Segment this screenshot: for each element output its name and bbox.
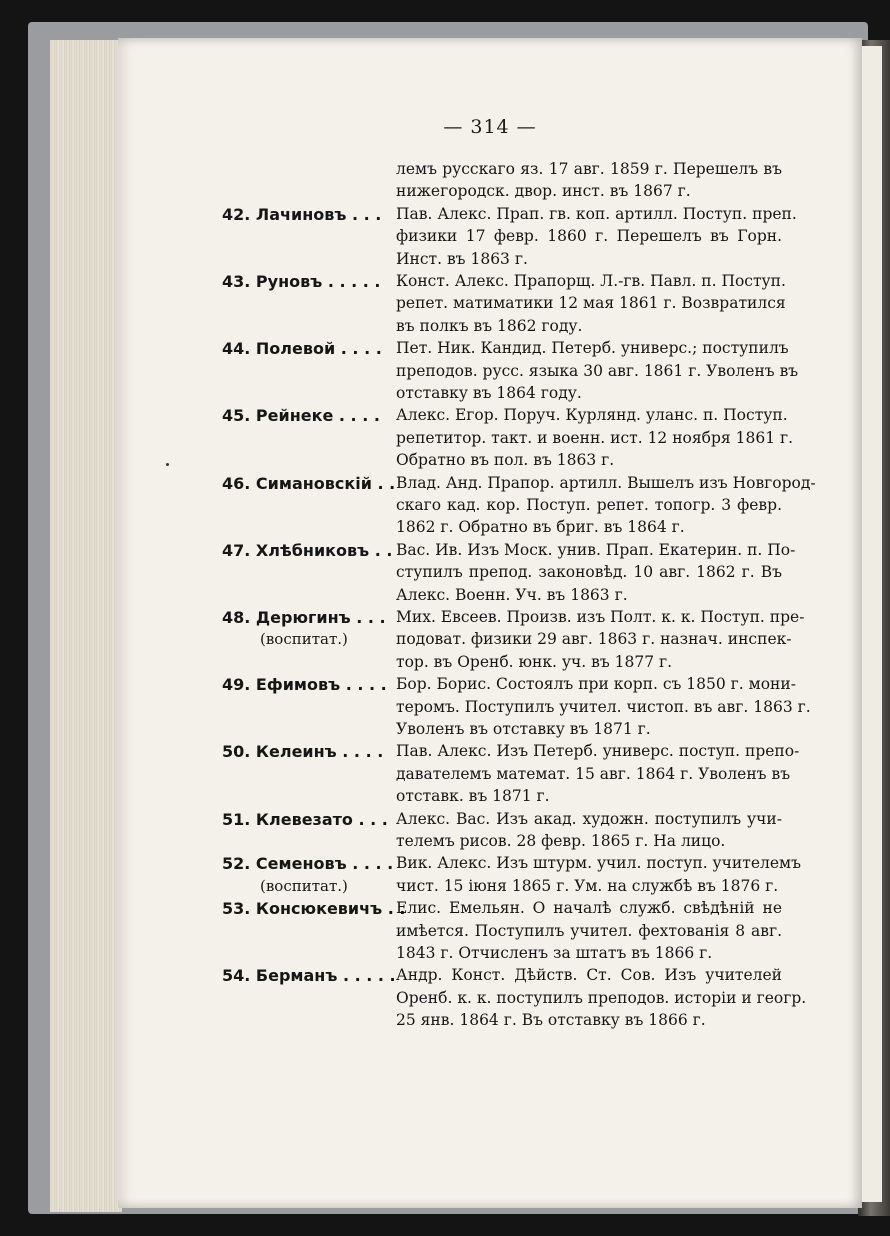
page-number: — 314 — xyxy=(443,116,537,138)
entry-text-line: нижегородск. двор. инст. въ 1867 г. xyxy=(396,182,691,201)
entry-text-line: 1862 г. Обратно въ бриг. въ 1864 г. xyxy=(396,518,685,537)
entry-text-line: лемъ русскаго яз. 17 авг. 1859 г. Перешелъ въ xyxy=(396,160,782,178)
entry-text-line: Уволенъ въ отставку въ 1871 г. xyxy=(396,720,651,738)
entry-name: 51. Клевезато . . . xyxy=(222,809,388,829)
entry-text-line: репет. матиматики 12 мая 1861 г. Возвратился xyxy=(396,294,786,313)
entry-text-line: Алекс. Военн. Уч. въ 1863 г. xyxy=(396,585,628,604)
entry-text-line: въ полкъ въ 1862 году. xyxy=(396,316,583,335)
entry-text-line: отставк. въ 1871 г. xyxy=(396,787,550,806)
entry-text-line: Оренб. к. к. поступилъ преподов. исторіи и геогр. xyxy=(396,988,807,1007)
entry-name: 45. Рейнеке . . . . xyxy=(222,406,380,426)
entry-role: (воспитат.) xyxy=(260,630,348,649)
entry-text-line: Пав. Алекс. Изъ Петерб. универс. поступ. препо- xyxy=(396,742,800,761)
entry-role: (воспитат.) xyxy=(260,876,348,895)
entry-name: 46. Симановскій . . xyxy=(222,473,396,493)
entry-text-line: ступилъ препод. законовѣд. 10 авг. 1862 г. Въ xyxy=(396,563,782,582)
entry-text-line: физики 17 февр. 1860 г. Перешелъ въ Горн. xyxy=(396,227,782,246)
entry-text-line: 1843 г. Отчисленъ за штатъ въ 1866 г. xyxy=(396,944,713,962)
entry-name: 43. Руновъ . . . . . xyxy=(222,272,381,291)
entry-name: 47. Хлѣбниковъ . . xyxy=(222,540,393,560)
entry-text-line: Пет. Ник. Кандид. Петерб. универс.; поступилъ xyxy=(396,339,789,358)
entry-text-line: 25 янв. 1864 г. Въ отставку въ 1866 г. xyxy=(396,1011,706,1030)
entry-text-line: преподов. русс. языка 30 авг. 1861 г. Уволенъ въ xyxy=(396,361,799,380)
entry-name: 42. Лачиновъ . . . xyxy=(222,204,382,224)
book-page xyxy=(118,38,862,1208)
entry-text-line: отставку въ 1864 году. xyxy=(396,384,582,402)
entry-name: 53. Консюкевичъ . . xyxy=(222,899,406,919)
entry-text-line: давателемъ математ. 15 авг. 1864 г. Уволенъ въ xyxy=(396,764,791,783)
entry-text-line: репетитор. такт. и военн. ист. 12 ноября 1861 г. xyxy=(396,428,794,447)
entry-text-line: скаго кад. кор. Поступ. репет. топогр. 3 февр. xyxy=(396,496,782,514)
entry-text-line: Алекс. Егор. Поруч. Курлянд. уланс. п. Поступ. xyxy=(396,406,788,425)
entry-text-line: имѣется. Поступилъ учител. фехтованія 8 авг. xyxy=(396,921,782,940)
entry-text-line: Алекс. Вас. Изъ акад. художн. поступилъ учи- xyxy=(396,809,782,828)
entry-text-line: Андр. Конст. Дѣйств. Ст. Сов. Изъ учителей xyxy=(396,966,782,985)
entry-text-line: Пав. Алекс. Прап. гв. коп. артилл. Поступ. преп. xyxy=(396,204,797,223)
paper-speck xyxy=(166,463,169,466)
entry-text-line: Мих. Евсеев. Произв. изъ Полт. к. к. Поступ. пре- xyxy=(396,608,805,626)
entry-text-line: Инст. въ 1863 г. xyxy=(396,249,528,268)
entry-name: 54. Берманъ . . . . . xyxy=(222,966,396,986)
entry-text-line: подоват. физики 29 авг. 1863 г. назнач. инспек- xyxy=(396,630,792,649)
entry-text-line: теромъ. Поступилъ учител. чистоп. въ авг. 1863 г. xyxy=(396,697,811,716)
facing-page-edge xyxy=(862,46,882,1202)
entry-name: 48. Дерюгинъ . . . xyxy=(222,608,386,627)
entry-text-line: Елис. Емельян. О началѣ служб. свѣдѣній не xyxy=(396,899,782,918)
entry-text-line: Бор. Борис. Состоялъ при корп. съ 1850 г. мони- xyxy=(396,675,796,694)
entry-name: 52. Семеновъ . . . . xyxy=(222,854,394,874)
entry-text-line: чист. 15 іюня 1865 г. Ум. на службѣ въ 1876 г. xyxy=(396,876,779,895)
entry-name: 49. Ефимовъ . . . . xyxy=(222,675,387,695)
entry-text-line: Вас. Ив. Изъ Моск. унив. Прап. Екатерин. п. По- xyxy=(396,540,796,559)
entry-text-line: Обратно въ пол. въ 1863 г. xyxy=(396,451,615,470)
entry-text-line: тор. въ Оренб. юнк. уч. въ 1877 г. xyxy=(396,652,673,671)
entry-text-line: Конст. Алекс. Прапорщ. Л.-гв. Павл. п. Поступ. xyxy=(396,272,786,290)
page-edges xyxy=(50,40,122,1212)
entry-text-line: Вик. Алекс. Изъ штурм. учил. поступ. учителемъ xyxy=(396,854,801,873)
entry-name: 44. Полевой . . . . xyxy=(222,339,382,359)
entry-name: 50. Келеинъ . . . . xyxy=(222,742,384,762)
entry-text-line: телемъ рисов. 28 февр. 1865 г. На лицо. xyxy=(396,832,726,850)
entry-text-line: Влад. Анд. Прапор. артилл. Вышелъ изъ Новгород- xyxy=(396,473,816,492)
